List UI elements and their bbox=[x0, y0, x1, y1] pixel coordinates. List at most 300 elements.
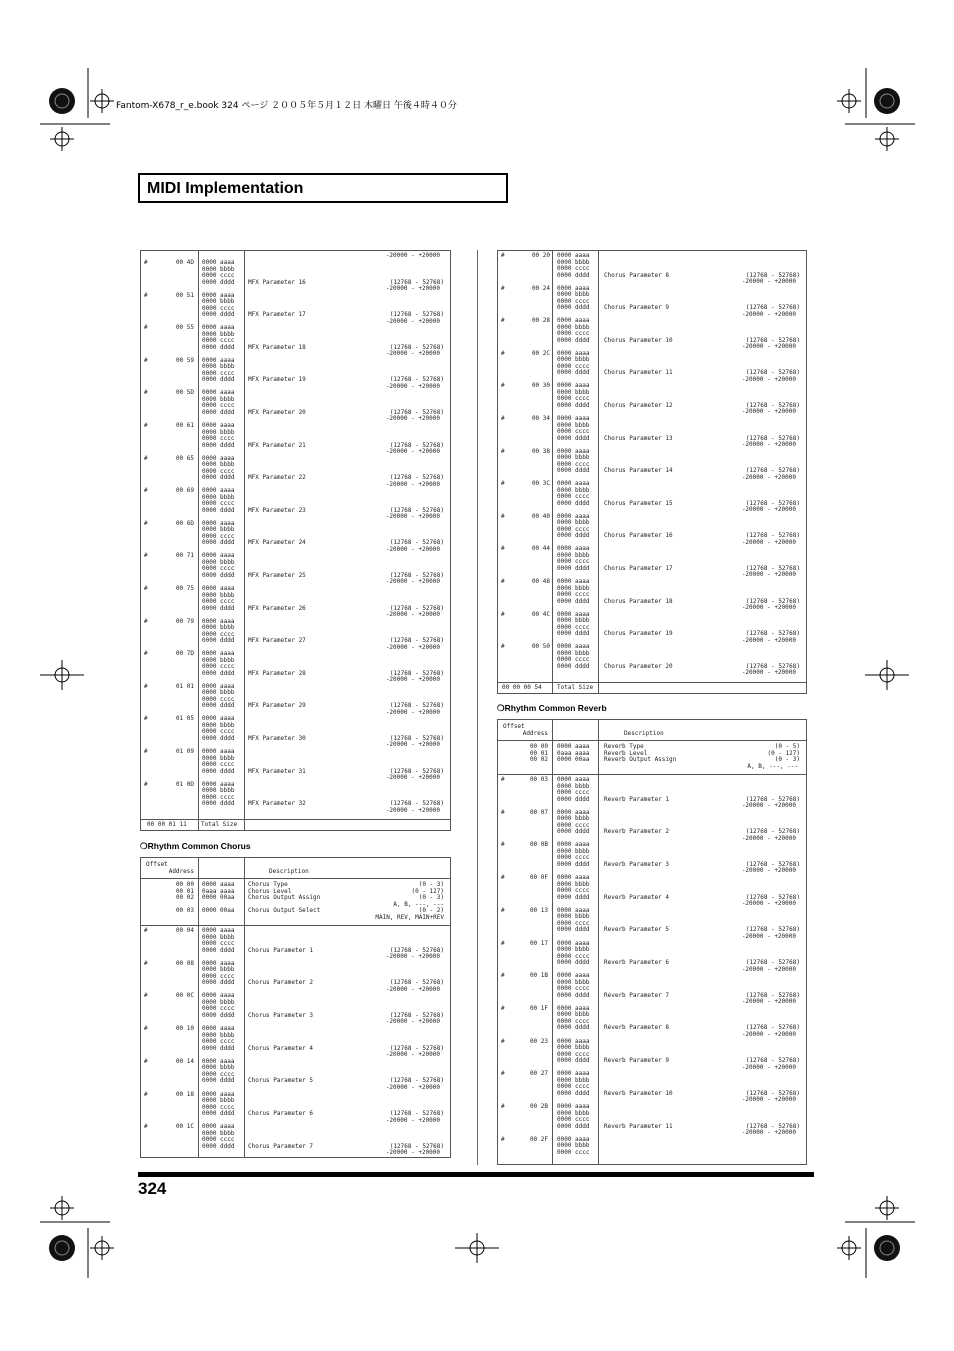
cell: 00 30 bbox=[531, 382, 550, 390]
cell: 0000 dddd bbox=[557, 369, 590, 377]
cell: 0000 bbbb bbox=[202, 787, 235, 795]
cell: # bbox=[144, 291, 148, 299]
cell: 00 61 bbox=[175, 422, 194, 429]
cell: 0000 aaaa bbox=[202, 585, 235, 592]
cell: 0000 dddd bbox=[202, 539, 235, 547]
cell: # bbox=[144, 1123, 148, 1131]
cell: MFX Parameter 17 bbox=[248, 311, 306, 319]
cell: (12768 - 52768) bbox=[745, 1089, 800, 1097]
cell: 0000 bbbb bbox=[557, 258, 590, 266]
cell: # bbox=[144, 1025, 148, 1033]
cell: 0000 aaaa bbox=[557, 512, 590, 520]
cell: # bbox=[501, 480, 505, 488]
cell: 0000 dddd bbox=[202, 1142, 235, 1150]
cell: MFX Parameter 24 bbox=[248, 539, 306, 547]
cell: 0aaa aaaa bbox=[202, 887, 235, 895]
cell: 0000 bbbb bbox=[202, 591, 235, 599]
cell: 0000 dddd bbox=[202, 408, 235, 416]
cell: MFX Parameter 18 bbox=[248, 343, 306, 351]
cell: 0000 dddd bbox=[557, 662, 590, 670]
cell: MFX Parameter 22 bbox=[248, 474, 306, 482]
cell: Reverb Output Assign bbox=[604, 756, 677, 763]
cell: 0000 aaaa bbox=[557, 743, 590, 750]
cell: 0000 cccc bbox=[202, 972, 235, 980]
cell: -20000 - +20000 bbox=[385, 1051, 440, 1059]
cell: Chorus Parameter 20 bbox=[604, 662, 673, 670]
cell: # bbox=[501, 512, 505, 520]
cell: -20000 - +20000 bbox=[385, 774, 440, 781]
cell: Chorus Parameter 1 bbox=[248, 946, 314, 954]
cell: -20000 - +20000 bbox=[385, 448, 440, 455]
cell: 0000 cccc bbox=[202, 761, 235, 768]
cell: 00 79 bbox=[175, 617, 194, 625]
cell: -20000 - +20000 bbox=[385, 480, 440, 488]
cell: -20000 - +20000 bbox=[741, 932, 796, 940]
cell: 00 13 bbox=[529, 906, 548, 914]
cell: Chorus Parameter 2 bbox=[248, 979, 314, 987]
cell: -20000 - +20000 bbox=[385, 415, 440, 423]
cell: -20000 - +20000 bbox=[385, 513, 440, 521]
cell: 0000 bbbb bbox=[557, 356, 590, 364]
cell: Reverb Parameter 10 bbox=[604, 1089, 673, 1097]
cell: # bbox=[501, 776, 505, 783]
bottom-rule bbox=[138, 1172, 814, 1177]
cell: 0000 cccc bbox=[202, 1070, 235, 1078]
cell: 0000 aaaa bbox=[202, 1090, 235, 1098]
cell: 0000 dddd bbox=[202, 311, 235, 319]
cell: 0000 bbbb bbox=[557, 421, 590, 429]
cell: -20000 - +20000 bbox=[741, 604, 796, 611]
cell: 0000 aaaa bbox=[202, 992, 235, 1000]
cell: 01 01 bbox=[175, 682, 194, 690]
cell: Chorus Parameter 9 bbox=[604, 304, 670, 312]
cell: 0000 dddd bbox=[557, 597, 590, 605]
cell: Reverb Parameter 7 bbox=[604, 991, 670, 999]
cell: 0000 cccc bbox=[202, 793, 235, 801]
cell: (12768 - 52768) bbox=[745, 564, 800, 572]
cell: 0000 bbbb bbox=[557, 584, 590, 592]
cell: 00 18 bbox=[175, 1090, 194, 1098]
cell: 0000 aaaa bbox=[202, 1123, 235, 1131]
cell: Reverb Parameter 4 bbox=[604, 893, 670, 901]
cell: 0000 aaaa bbox=[557, 1135, 590, 1143]
cell: 0000 bbbb bbox=[557, 946, 590, 953]
cell: 0000 cccc bbox=[557, 1148, 590, 1156]
cell: # bbox=[144, 324, 148, 332]
cell: 0000 dddd bbox=[202, 604, 235, 612]
cell: 0000 bbbb bbox=[202, 721, 235, 729]
cell: -20000 - +20000 bbox=[741, 669, 796, 677]
cell: 00 1C bbox=[175, 1123, 194, 1131]
cell: 0000 dddd bbox=[202, 734, 235, 742]
cell: # bbox=[501, 874, 505, 882]
cell: 00 00 01 11 bbox=[147, 821, 187, 828]
cell: 0000 cccc bbox=[202, 630, 235, 638]
cell: 0000 aaaa bbox=[202, 487, 235, 495]
cell: (12768 - 52768) bbox=[745, 597, 800, 605]
cell: -20000 - +20000 bbox=[741, 998, 796, 1006]
cell: # bbox=[501, 1135, 505, 1143]
cell: # bbox=[501, 545, 505, 553]
cell: # bbox=[501, 349, 505, 357]
cell: (12768 - 52768) bbox=[745, 860, 800, 868]
cell: 00 24 bbox=[531, 284, 550, 292]
cell: 0000 aaaa bbox=[557, 874, 590, 882]
cell: 0000 cccc bbox=[557, 297, 590, 305]
cell: 0000 bbbb bbox=[202, 428, 235, 436]
reverb-table bbox=[497, 719, 807, 1165]
cell: 00 48 bbox=[531, 578, 550, 585]
cell: # bbox=[501, 252, 505, 259]
cell: # bbox=[501, 939, 505, 947]
cell: Chorus Parameter 18 bbox=[604, 597, 673, 605]
cell: -20000 - +20000 bbox=[385, 317, 440, 325]
cell: (12768 - 52768) bbox=[389, 637, 444, 645]
cell: 0000 aaaa bbox=[202, 552, 235, 560]
cell: 0000 dddd bbox=[557, 991, 590, 999]
cell: Reverb Parameter 9 bbox=[604, 1057, 670, 1065]
cell: 00 1B bbox=[529, 972, 548, 980]
cell: 0000 bbbb bbox=[202, 933, 235, 941]
cell: 0000 cccc bbox=[202, 402, 235, 410]
cell: 0000 dddd bbox=[202, 1110, 235, 1117]
cell: (0 - 3) bbox=[774, 756, 800, 763]
cell: 0000 dddd bbox=[557, 893, 590, 901]
cell: Chorus Parameter 13 bbox=[604, 434, 673, 442]
cell: 0000 bbbb bbox=[202, 330, 235, 338]
cell: (12768 - 52768) bbox=[745, 662, 800, 670]
cell: A, B, ---, --- bbox=[393, 900, 444, 908]
page-number: 324 bbox=[138, 1179, 167, 1198]
cell: # bbox=[144, 1057, 148, 1065]
cell: # bbox=[501, 610, 505, 618]
cell: Chorus Parameter 3 bbox=[248, 1011, 314, 1019]
cell: 0000 bbbb bbox=[202, 395, 235, 403]
cell: 00 27 bbox=[529, 1070, 548, 1078]
cell: 0000 cccc bbox=[202, 369, 235, 377]
cell: -20000 - +20000 bbox=[741, 834, 796, 842]
cell: -20000 - +20000 bbox=[741, 1063, 796, 1071]
cell: 0000 dddd bbox=[557, 1057, 590, 1065]
cell: 0000 aaaa bbox=[202, 1025, 235, 1033]
cell: 00 17 bbox=[529, 939, 548, 947]
cell: (12768 - 52768) bbox=[745, 1057, 800, 1065]
cell: -20000 - +20000 bbox=[741, 375, 796, 383]
cell: 0000 bbbb bbox=[557, 486, 590, 494]
cell: (12768 - 52768) bbox=[745, 828, 800, 836]
cell: # bbox=[144, 259, 148, 266]
cell: 0000 cccc bbox=[557, 395, 590, 403]
cell: (0 - 5) bbox=[774, 743, 800, 750]
cell: 0000 cccc bbox=[557, 362, 590, 370]
cell: 0000 aaaa bbox=[202, 1057, 235, 1065]
cell: Reverb Type bbox=[604, 743, 644, 750]
cell: 0000 dddd bbox=[202, 1011, 235, 1019]
cell: 0000 dddd bbox=[557, 926, 590, 934]
cell: # bbox=[144, 454, 148, 462]
cell: # bbox=[144, 585, 148, 592]
cell: 0000 aaaa bbox=[557, 252, 590, 259]
cell: 0000 bbbb bbox=[557, 1044, 590, 1052]
cell: (0 - 127) bbox=[767, 749, 800, 757]
cell: -20000 - +20000 bbox=[741, 538, 796, 546]
cell: 0000 cccc bbox=[557, 1017, 590, 1025]
cell: (12768 - 52768) bbox=[389, 408, 444, 416]
cell: (12768 - 52768) bbox=[745, 959, 800, 966]
cell: 0000 dddd bbox=[557, 532, 590, 540]
cell: (0 - 3) bbox=[418, 881, 444, 888]
cell: 00 4D bbox=[175, 259, 194, 266]
cell: 0000 bbbb bbox=[202, 363, 235, 371]
cell: (12768 - 52768) bbox=[745, 630, 800, 638]
cell: 0000 cccc bbox=[202, 304, 235, 312]
cell: Chorus Parameter 5 bbox=[248, 1077, 314, 1085]
cell: # bbox=[501, 1037, 505, 1045]
cell: 0000 aaaa bbox=[557, 1070, 590, 1078]
cell: 0000 00aa bbox=[202, 894, 235, 901]
cell: # bbox=[501, 972, 505, 980]
cell: MFX Parameter 19 bbox=[248, 376, 306, 384]
cell: 0000 aaaa bbox=[557, 610, 590, 618]
book-header: Fantom-X678_r_e.book 324 ページ ２００５年５月１２日 木曜日 午後４時４０分 bbox=[116, 101, 457, 111]
cell: -20000 - +20000 bbox=[385, 741, 440, 749]
cell: # bbox=[501, 1103, 505, 1110]
cell: 00 40 bbox=[531, 512, 550, 520]
cell: -20000 - +20000 bbox=[385, 1083, 440, 1091]
cell: Address bbox=[168, 867, 194, 875]
cell: 00 75 bbox=[175, 585, 194, 592]
cell: 0000 bbbb bbox=[202, 966, 235, 974]
cell: 0000 aaaa bbox=[202, 324, 235, 332]
cell: # bbox=[501, 906, 505, 914]
cell: # bbox=[501, 284, 505, 292]
cell: (12768 - 52768) bbox=[389, 734, 444, 742]
cell: -20000 - +20000 bbox=[741, 900, 796, 908]
cell: 00 03 bbox=[529, 776, 548, 783]
cell: 0000 bbbb bbox=[202, 1097, 235, 1104]
cell: (12768 - 52768) bbox=[389, 1044, 444, 1052]
cell: (12768 - 52768) bbox=[389, 1077, 444, 1085]
cell: 0000 bbbb bbox=[557, 551, 590, 559]
cell: # bbox=[144, 682, 148, 690]
cell: 0000 dddd bbox=[202, 946, 235, 954]
cell: 0000 bbbb bbox=[202, 298, 235, 306]
cell: -20000 - +20000 bbox=[385, 953, 440, 960]
cell: 0000 cccc bbox=[557, 919, 590, 927]
cell: 0000 dddd bbox=[202, 571, 235, 579]
cell: Reverb Parameter 11 bbox=[604, 1122, 673, 1130]
cell: Total Size bbox=[201, 821, 238, 828]
cell: 00 3C bbox=[531, 480, 550, 488]
cell: -20000 - +20000 bbox=[385, 545, 440, 553]
cell: 0000 dddd bbox=[557, 630, 590, 638]
cell: 00 10 bbox=[175, 1025, 194, 1033]
cell: Offset bbox=[503, 723, 525, 730]
cell: 0000 cccc bbox=[557, 656, 590, 664]
cell: (0 - 127) bbox=[411, 887, 444, 895]
cell: 00 71 bbox=[175, 552, 194, 560]
cell: -20000 - +20000 bbox=[385, 578, 440, 586]
cell: 0000 cccc bbox=[202, 695, 235, 703]
cell: -20000 - +20000 bbox=[385, 676, 440, 684]
cell: 0000 00aa bbox=[557, 756, 590, 763]
cell: (12768 - 52768) bbox=[745, 991, 800, 999]
cell: 0000 bbbb bbox=[557, 880, 590, 888]
cell: (12768 - 52768) bbox=[389, 571, 444, 579]
cell: 00 1F bbox=[529, 1004, 548, 1012]
cell: 00 59 bbox=[175, 356, 194, 364]
cell: -20000 - +20000 bbox=[741, 278, 796, 285]
cell: 0000 bbbb bbox=[557, 291, 590, 299]
cell: (12768 - 52768) bbox=[389, 1142, 444, 1150]
cell: 0000 cccc bbox=[557, 1116, 590, 1123]
reverb-section-title: ❍Rhythm Common Reverb bbox=[497, 703, 607, 713]
chorus-table-right bbox=[497, 250, 807, 694]
cell: 0000 bbbb bbox=[557, 782, 590, 790]
cell: (12768 - 52768) bbox=[745, 1024, 800, 1032]
cell: 0000 dddd bbox=[202, 441, 235, 449]
cell: 0000 dddd bbox=[557, 499, 590, 507]
cell: 0000 cccc bbox=[202, 598, 235, 605]
cell: 0000 cccc bbox=[202, 467, 235, 475]
cell: Chorus Parameter 6 bbox=[248, 1110, 314, 1117]
cell: Reverb Parameter 6 bbox=[604, 959, 670, 966]
cell: -20000 - +20000 bbox=[741, 441, 796, 448]
cell: (12768 - 52768) bbox=[745, 336, 800, 344]
cell: (12768 - 52768) bbox=[389, 343, 444, 351]
cell: Description bbox=[624, 729, 664, 737]
cell: MFX Parameter 31 bbox=[248, 767, 306, 775]
cell: 00 44 bbox=[531, 545, 550, 553]
cell: 0000 aaaa bbox=[202, 780, 235, 788]
cell: 0000 dddd bbox=[557, 271, 590, 279]
cell: 00 23 bbox=[529, 1037, 548, 1045]
cell: -20000 - +20000 bbox=[385, 1018, 440, 1026]
cell: -20000 - +20000 bbox=[741, 343, 796, 351]
cell: (12768 - 52768) bbox=[745, 369, 800, 377]
cell: 00 08 bbox=[175, 959, 194, 967]
cell: 0000 aaaa bbox=[202, 454, 235, 462]
cell: 0000 dddd bbox=[202, 979, 235, 987]
cell: 0000 aaaa bbox=[202, 881, 235, 888]
cell: -20000 - +20000 bbox=[385, 985, 440, 993]
cell: 0aaa aaaa bbox=[557, 749, 590, 757]
cell: 0000 aaaa bbox=[202, 927, 235, 934]
cell: # bbox=[501, 447, 505, 455]
cell: 0000 bbbb bbox=[202, 461, 235, 469]
cell: Description bbox=[269, 867, 309, 875]
cell: 00 20 bbox=[531, 252, 550, 259]
cell: 0000 cccc bbox=[557, 623, 590, 631]
cell: # bbox=[144, 959, 148, 967]
cell: -20000 - +20000 bbox=[385, 708, 440, 716]
cell: (0 - 2) bbox=[418, 907, 444, 914]
cell: 00 7D bbox=[175, 650, 194, 658]
cell: Chorus Level bbox=[248, 887, 292, 895]
cell: # bbox=[144, 519, 148, 527]
cell: 0000 aaaa bbox=[202, 291, 235, 299]
cell: -20000 - +20000 bbox=[741, 867, 796, 875]
cell: 00 38 bbox=[531, 447, 550, 455]
cell: 0000 dddd bbox=[557, 860, 590, 868]
cell: 0000 dddd bbox=[202, 767, 235, 775]
cell: # bbox=[501, 382, 505, 390]
cell: 00 65 bbox=[175, 454, 194, 462]
cell: 00 50 bbox=[531, 643, 550, 651]
cell: 0000 cccc bbox=[202, 1005, 235, 1013]
cell: 0000 aaaa bbox=[202, 617, 235, 625]
cell: Chorus Parameter 19 bbox=[604, 630, 673, 638]
cell: # bbox=[144, 650, 148, 658]
cell: -20000 - +20000 bbox=[741, 1030, 796, 1038]
cell: MFX Parameter 32 bbox=[248, 800, 306, 808]
cell: 0000 aaaa bbox=[202, 959, 235, 967]
cell: # bbox=[501, 317, 505, 325]
cell: A, B, ---, --- bbox=[747, 762, 798, 770]
cell: 0000 dddd bbox=[557, 434, 590, 442]
cell: 0000 aaaa bbox=[202, 356, 235, 364]
cell: 0000 aaaa bbox=[202, 650, 235, 658]
cell: 0000 cccc bbox=[557, 1050, 590, 1058]
cell: 0000 cccc bbox=[557, 952, 590, 960]
cell: 0000 dddd bbox=[202, 637, 235, 645]
cell: 0000 aaaa bbox=[557, 1103, 590, 1110]
cell: Chorus Parameter 12 bbox=[604, 401, 673, 409]
cell: (12768 - 52768) bbox=[389, 376, 444, 384]
cell: -20000 - +20000 bbox=[741, 473, 796, 481]
cell: -20000 - +20000 bbox=[741, 1096, 796, 1104]
cell: 0000 bbbb bbox=[557, 978, 590, 986]
cell: (12768 - 52768) bbox=[745, 926, 800, 934]
cell: 0000 aaaa bbox=[202, 519, 235, 527]
cell: # bbox=[144, 487, 148, 495]
cell: 0000 cccc bbox=[557, 265, 590, 272]
cell: 0000 dddd bbox=[557, 1089, 590, 1097]
cell: Chorus Parameter 16 bbox=[604, 532, 673, 540]
cell: 00 03 bbox=[175, 907, 194, 914]
cell: 0000 aaaa bbox=[557, 415, 590, 422]
cell: 0000 dddd bbox=[557, 336, 590, 344]
cell: 0000 cccc bbox=[557, 1083, 590, 1091]
cell: 0000 bbbb bbox=[202, 998, 235, 1006]
cell: 0000 cccc bbox=[557, 887, 590, 895]
cell: 0000 dddd bbox=[557, 564, 590, 572]
cell: Chorus Parameter 11 bbox=[604, 369, 673, 377]
cell: 0000 bbbb bbox=[557, 1109, 590, 1117]
cell: Reverb Parameter 5 bbox=[604, 926, 670, 934]
cell: 0000 bbbb bbox=[202, 558, 235, 566]
cell: (12768 - 52768) bbox=[745, 1122, 800, 1130]
cell: 0000 aaaa bbox=[557, 1037, 590, 1045]
cell: 00 14 bbox=[175, 1057, 194, 1065]
cell: 0000 dddd bbox=[202, 669, 235, 677]
cell: 0000 aaaa bbox=[557, 447, 590, 455]
cell: (12768 - 52768) bbox=[745, 893, 800, 901]
cell: 00 01 bbox=[529, 749, 548, 757]
cell: -20000 - +20000 bbox=[741, 408, 796, 416]
cell: -20000 - +20000 bbox=[741, 1129, 796, 1136]
cell: 0000 cccc bbox=[202, 272, 235, 279]
cell: -20000 - +20000 bbox=[741, 506, 796, 514]
cell: 0000 cccc bbox=[557, 428, 590, 435]
cell: 0000 bbbb bbox=[557, 454, 590, 462]
cell: 0000 cccc bbox=[202, 435, 235, 442]
cell: 00 0C bbox=[175, 992, 194, 1000]
cell: 0000 cccc bbox=[557, 821, 590, 829]
cell: 0000 dddd bbox=[557, 795, 590, 803]
page-title: MIDI Implementation bbox=[147, 180, 304, 197]
cell: Reverb Parameter 8 bbox=[604, 1024, 670, 1032]
